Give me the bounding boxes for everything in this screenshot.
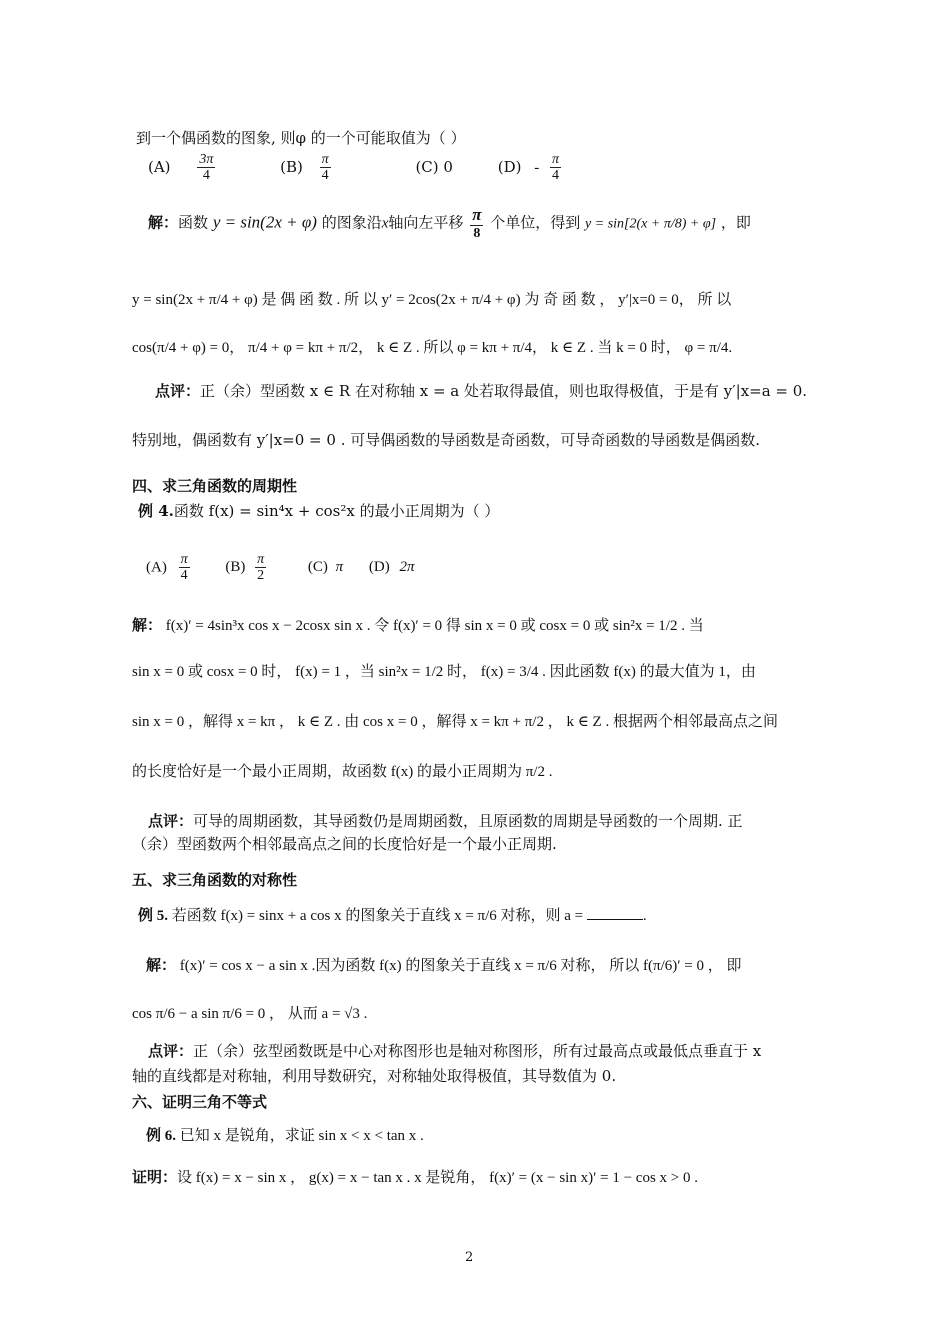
q3-solution-line2: y = sin(2x + π/4 + φ) 是 偶 函 数 . 所 以 y′ = 2cos(2x + π/4 + φ) 为 奇 函 数 ， y′|x=0 = 0， 所 以 (132, 292, 732, 308)
example-4-solution-line3: sin x = 0 ，解得 x = kπ ， k ∈ Z . 由 cos x = 0 ，解得 x = kπ + π/2 ， k ∈ Z . 根据两个相邻最高点之间 (132, 714, 778, 730)
option-d-value: $\frac{\pi}{4}$ (552, 152, 560, 184)
option-d-label: (D) (497, 157, 522, 176)
option-a-label: (A) (148, 157, 171, 176)
page-number: 2 (465, 1250, 474, 1265)
answer-blank (587, 919, 643, 920)
shift-fraction: $\frac{\pi}{8}$ (472, 205, 482, 241)
option-b-label: (B) (280, 157, 303, 176)
section-6-title: 六、证明三角不等式 (132, 1093, 268, 1111)
example-4-solution-line1: 解： f(x)′ = 4sin³x cos x − 2cosx sin x . 令 f(x)′ = 0 得 sin x = 0 或 cosx = 0 或 sin²x = 1/2 . 当 (132, 618, 704, 634)
example-4-solution-line2: sin x = 0 或 cosx = 0 时， f(x) = 1 ，当 sin²x = 1/2 时， f(x) = 3/4 . 因此函数 f(x) 的最大值为 1，由 (132, 664, 756, 680)
section-5-title: 五、求三角函数的对称性 (132, 871, 298, 889)
example-5-solution-line2: cos π/6 − a sin π/6 = 0 ， 从而 a = √3 . (132, 1006, 368, 1022)
example-4-options: (A) $\frac{\pi}{4}$ (B) $\frac{\pi}{2}$ (C) π (D) 2π (146, 552, 415, 584)
option-a-value: $\frac{3\pi}{4}$ (199, 152, 214, 184)
q3-comment-line1: 点评：正（余）型函数 x ∈ R 在对称轴 x = a 处若取得最值，则也取得极值，于是有 y′|x=a = 0. (155, 382, 808, 400)
option-c-label: (C) 0 (415, 157, 453, 176)
example-4-comment-line2: （余）型函数两个相邻最高点之间的长度恰好是一个最小正周期. (132, 835, 557, 853)
example-4-comment-line1: 点评：可导的周期函数，其导函数仍是周期函数，且原函数的周期是导函数的一个周期. 正 (148, 812, 743, 830)
example-5-solution-line1: 解： f(x)′ = cos x − a sin x .因为函数 f(x) 的图象关于直线 x = π/6 对称， 所以 f(π/6)′ = 0 ， 即 (146, 958, 742, 974)
example-5-comment-line2: 轴的直线都是对称轴，利用导数研究，对称轴处取得极值，其导数值为 0. (132, 1067, 617, 1085)
q3-comment-line2: 特别地，偶函数有 y′|x=0 = 0 . 可导偶函数的导函数是奇函数，可导奇函数的导函数是偶函数. (132, 431, 760, 449)
q3-solution-line1: 解：函数 y = sin(2x + φ) 的图象沿x轴向左平移 $\frac{\pi}{8}$ 个单位，得到 y = sin[2(x + π/8) + φ] ，即 (148, 205, 751, 241)
example-5: 例 5. 若函数 f(x) = sinx + a cos x 的图象关于直线 x = π/6 对称，则 a = . (138, 908, 647, 924)
example-5-comment-line1: 点评：正（余）弦型函数既是中心对称图形也是轴对称图形，所有过最高点或最低点垂直于 x (148, 1042, 762, 1060)
option-b-value: $\frac{\pi}{4}$ (321, 152, 329, 184)
q3-intro: 到一个偶函数的图象, 则φ 的一个可能取值为（ ） (136, 129, 466, 147)
example-4-solution-line4: 的长度恰好是一个最小正周期，故函数 f(x) 的最小正周期为 π/2 . (132, 764, 553, 780)
q3-options: (A) $\frac{3\pi}{4}$ (B) $\frac{\pi}{4}$ (C) 0 (D) - $\frac{\pi}{4}$ (148, 152, 560, 184)
q3-solution-line3: cos(π/4 + φ) = 0， π/4 + φ = kπ + π/2， k ∈ Z . 所以 φ = kπ + π/4， k ∈ Z . 当 k = 0 时， φ = π/4. (132, 340, 733, 356)
section-4-title: 四、求三角函数的周期性 (132, 477, 298, 495)
example-6: 例 6. 已知 x 是锐角，求证 sin x < x < tan x . (146, 1128, 424, 1144)
example-4: 例 4.函数 f(x) = sin⁴x + cos²x 的最小正周期为（ ） (138, 502, 500, 520)
example-6-proof-line1: 证明：设 f(x) = x − sin x ， g(x) = x − tan x . x 是锐角， f(x)′ = (x − sin x)′ = 1 − cos x > 0 . (132, 1170, 698, 1186)
